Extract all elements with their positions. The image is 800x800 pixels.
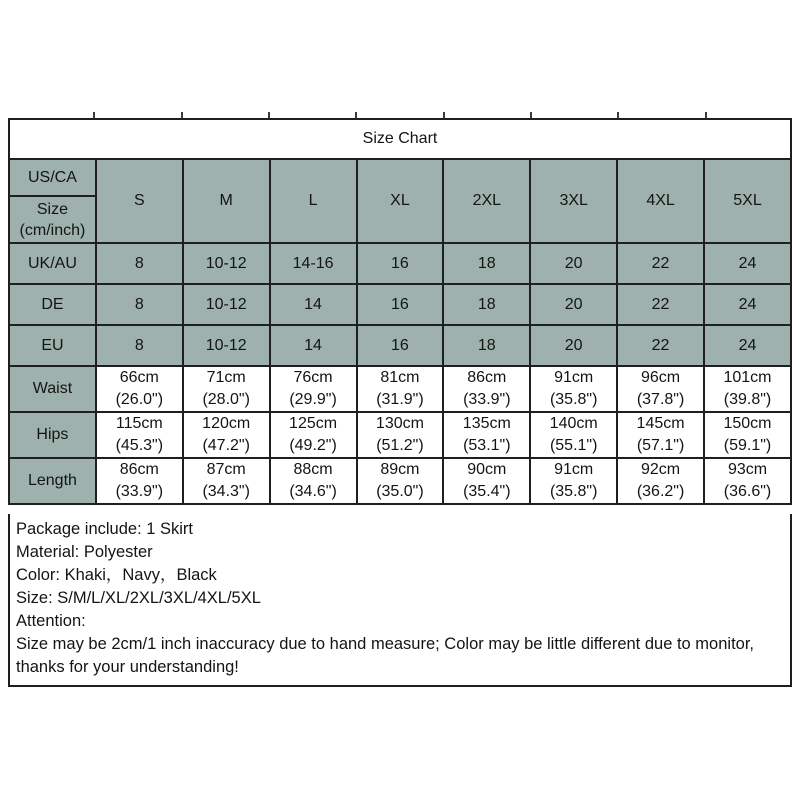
corner-size-label-line1: Size [36,200,68,218]
measurement-cell: 101cm (39.8") [704,366,791,412]
column-header-3xl: 3XL [530,159,617,243]
size-value-cell: 14 [270,284,357,325]
size-chart-table [8,118,792,505]
size-value-cell: 10-12 [183,325,270,366]
region-row-eu [9,325,791,366]
measurement-cell: 125cm (49.2") [270,412,357,458]
size-value-cell: 16 [357,325,444,366]
corner-region-label: US/CA [9,159,96,196]
size-value-cell: 24 [704,243,791,284]
column-header-l: L [270,159,357,243]
size-value-cell: 16 [357,284,444,325]
column-header-xl: XL [357,159,444,243]
measurement-cell: 90cm (35.4") [443,458,530,504]
measurement-cell: 130cm (51.2") [357,412,444,458]
size-value-cell: 8 [96,284,183,325]
measurement-cell: 91cm (35.8") [530,458,617,504]
column-header-5xl: 5XL [704,159,791,243]
size-value-cell: 10-12 [183,243,270,284]
column-header-2xl: 2XL [443,159,530,243]
size-value-cell: 10-12 [183,284,270,325]
measurement-cell: 120cm (47.2") [183,412,270,458]
measurement-cell: 96cm (37.8") [617,366,704,412]
size-range-line: Size: S/M/L/XL/2XL/3XL/4XL/5XL [16,589,261,607]
region-row-uk-au [9,243,791,284]
measurement-cell: 140cm (55.1") [530,412,617,458]
measurement-cell: 115cm (45.3") [96,412,183,458]
material-line: Material: Polyester [16,543,153,561]
measurement-cell: 87cm (34.3") [183,458,270,504]
measurement-row-waist [9,366,791,412]
size-value-cell: 14 [270,325,357,366]
corner-size-label-line2: (cm/inch) [19,221,86,239]
title-row [9,119,791,159]
measurement-row-hips [9,412,791,458]
measurement-cell: 88cm (34.6") [270,458,357,504]
measurement-cell: 86cm (33.9") [96,458,183,504]
product-details [8,514,792,687]
column-header-m: M [183,159,270,243]
package-include-line: Package include: 1 Skirt [16,520,194,538]
chart-title: Size Chart [9,119,791,159]
size-value-cell: 20 [530,325,617,366]
attention-text: Size may be 2cm/1 inch inaccuracy due to hand measure; Color may be little different due to monitor, thanks for your understanding! [16,635,754,676]
size-value-cell: 18 [443,284,530,325]
measurement-cell: 145cm (57.1") [617,412,704,458]
measurement-cell: 89cm (35.0") [357,458,444,504]
region-row-de [9,284,791,325]
measurement-cell: 135cm (53.1") [443,412,530,458]
size-value-cell: 24 [704,325,791,366]
measurement-cell: 93cm (36.6") [704,458,791,504]
column-header-s: S [96,159,183,243]
row-label-de: DE [9,284,96,325]
measurement-cell: 66cm (26.0") [96,366,183,412]
row-label-waist: Waist [9,366,96,412]
row-label-uk-au: UK/AU [9,243,96,284]
size-value-cell: 22 [617,243,704,284]
measurement-cell: 150cm (59.1") [704,412,791,458]
size-value-cell: 20 [530,243,617,284]
size-value-cell: 16 [357,243,444,284]
size-value-cell: 24 [704,284,791,325]
measurement-cell: 92cm (36.2") [617,458,704,504]
measurement-row-length [9,458,791,504]
attention-label: Attention: [16,612,86,630]
size-value-cell: 18 [443,325,530,366]
size-value-cell: 8 [96,243,183,284]
size-value-cell: 20 [530,284,617,325]
size-value-cell: 22 [617,284,704,325]
size-value-cell: 8 [96,325,183,366]
size-value-cell: 14-16 [270,243,357,284]
color-line: Color: Khaki，Navy，Black [16,566,217,584]
row-label-length: Length [9,458,96,504]
measurement-cell: 76cm (29.9") [270,366,357,412]
size-value-cell: 22 [617,325,704,366]
header-row-top [9,159,791,196]
column-header-4xl: 4XL [617,159,704,243]
measurement-cell: 86cm (33.9") [443,366,530,412]
measurement-cell: 81cm (31.9") [357,366,444,412]
measurement-cell: 71cm (28.0") [183,366,270,412]
size-value-cell: 18 [443,243,530,284]
measurement-cell: 91cm (35.8") [530,366,617,412]
row-label-eu: EU [9,325,96,366]
corner-size-label [9,196,96,243]
row-label-hips: Hips [9,412,96,458]
